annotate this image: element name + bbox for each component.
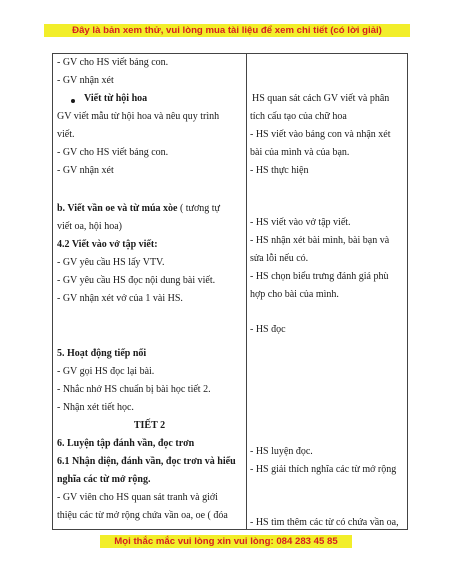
right-line: HS quan sát cách GV viết và phân: [252, 93, 390, 104]
lesson-plan-table: [52, 53, 408, 530]
right-line: - HS đọc: [250, 324, 286, 335]
contact-footer-banner: Mọi thắc mắc vui lòng xin vui lòng: 084 283 45 85: [100, 535, 352, 548]
bullet-icon: [71, 99, 75, 103]
section-heading: 6.1 Nhận diện, đánh vần, đọc trơn và hiểu: [57, 456, 236, 467]
right-line: - HS giải thích nghĩa các từ mở rộng: [250, 464, 397, 475]
section-heading: 5. Hoạt động tiếp nối: [57, 348, 147, 359]
left-line: - GV gọi HS đọc lại bài.: [57, 366, 155, 377]
left-line: viết.: [57, 129, 75, 140]
left-line: - Nhận xét tiết học.: [57, 402, 134, 413]
right-line: sửa lỗi nếu có.: [250, 253, 309, 264]
right-line: - HS luyện đọc.: [250, 446, 313, 457]
left-line: - GV cho HS viết bảng con.: [57, 57, 169, 68]
left-line: - GV nhận xét: [57, 165, 114, 176]
section-heading: 6. Luyện tập đánh vần, đọc trơn: [57, 438, 195, 449]
preview-notice-banner: Đây là bản xem thử, vui lòng mua tài liệu để xem chi tiết (có lời giải): [44, 24, 410, 37]
left-line: - GV yêu cầu HS đọc nội dung bài viết.: [57, 275, 216, 286]
section-subheading: Viết từ hội hoa: [84, 93, 148, 104]
section-subheading: b. Viết vần oe và từ múa xòe: [57, 203, 178, 214]
section-heading: nghĩa các từ mở rộng.: [57, 474, 151, 485]
left-line: - GV yêu cầu HS lấy VTV.: [57, 257, 165, 268]
left-line: - GV cho HS viết bảng con.: [57, 147, 169, 158]
left-line: viết oa, hội hoa): [57, 221, 122, 232]
left-line: - GV viên cho HS quan sát tranh và giới: [57, 492, 218, 503]
right-line: - HS viết vào vở tập viết.: [250, 217, 351, 228]
lesson-period-heading: TIẾT 2: [133, 420, 166, 431]
right-line: - HS chọn biểu trưng đánh giá phù: [250, 271, 389, 282]
right-line: hợp cho bài của mình.: [250, 289, 339, 300]
left-line: GV viết mẫu từ hội hoa và nêu quy trình: [57, 111, 220, 122]
left-line: - Nhắc nhở HS chuẩn bị bài học tiết 2.: [57, 384, 211, 395]
right-line: - HS viết vào bảng con và nhận xét: [250, 129, 391, 140]
left-line-compound: [57, 202, 220, 216]
left-line: thiệu các từ mở rộng chứa vần oa, oe ( đóa: [57, 510, 228, 521]
left-line: - GV nhận xét: [57, 75, 114, 86]
column-divider: [246, 54, 247, 529]
right-line: - HS tìm thêm các từ có chứa vần oa,: [250, 517, 399, 528]
right-line: bài của mình và của bạn.: [250, 147, 350, 158]
right-line: tích cấu tạo của chữ hoa: [250, 111, 347, 122]
section-heading: 4.2 Viết vào vở tập viết:: [57, 239, 158, 250]
section-note: ( tương tự: [179, 203, 220, 214]
right-line: - HS nhận xét bài mình, bài bạn và: [250, 235, 390, 246]
left-line: - GV nhận xét vở của 1 vài HS.: [57, 293, 183, 304]
right-line: - HS thực hiện: [250, 165, 309, 176]
